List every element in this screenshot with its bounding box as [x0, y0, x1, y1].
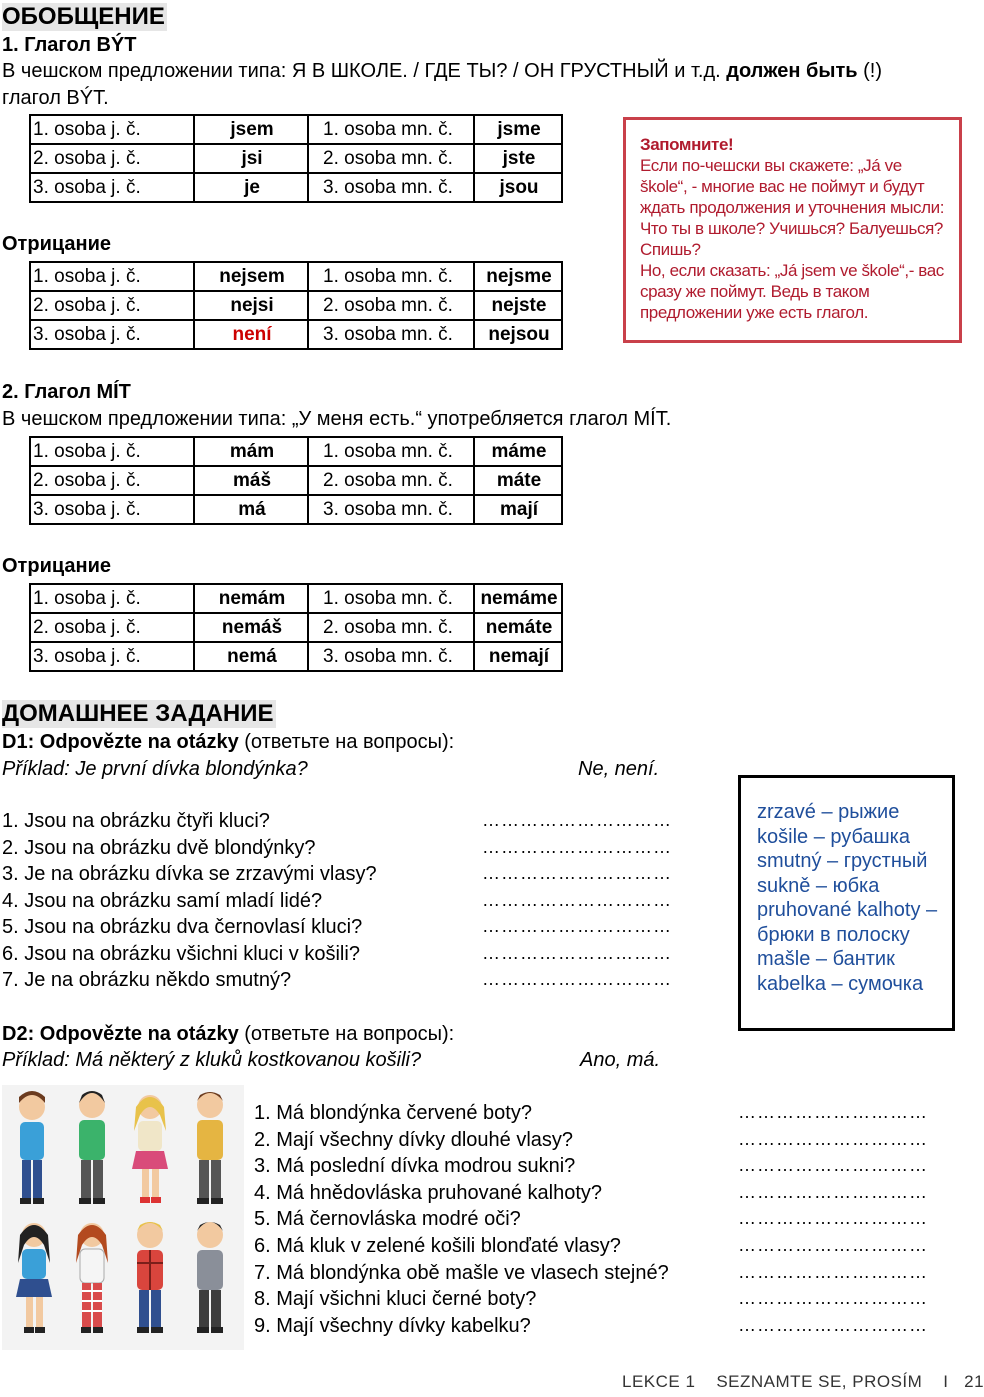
person-figure — [16, 1223, 52, 1333]
table-row — [30, 262, 562, 291]
mit-negation-title: Отрицание — [2, 555, 112, 577]
homework-title: ДОМАШНЕЕ ЗАДАНИЕ — [2, 700, 274, 727]
label-cell: 3. osoba j. č. — [30, 320, 194, 349]
d1-question: 1. Jsou na obrázku čtyři kluci? — [2, 810, 270, 832]
label-cell: 3. osoba mn. č. — [308, 642, 474, 671]
d2-question: 8. Mají všichni kluci černé boty? — [254, 1288, 537, 1310]
form-cell: jsme — [474, 115, 562, 144]
vocab-item: zrzavé – рыжие — [757, 801, 900, 823]
answer-blank[interactable]: ………………………… — [482, 916, 672, 936]
section1-title: 1. Глагол BÝT — [2, 34, 137, 56]
vocab-item: kabelka – сумочка — [757, 972, 924, 995]
table-row — [30, 466, 562, 495]
label-cell: 2. osoba mn. č. — [308, 291, 474, 320]
form-cell: nemáš — [194, 613, 308, 642]
d1-example: Příklad: Je první dívka blondýnka? — [2, 758, 308, 780]
d1-label: D1: Odpovězte na otázky — [2, 731, 239, 753]
label-cell: 2. osoba j. č. — [30, 466, 194, 495]
d2-question: 1. Má blondýnka červené boty? — [254, 1102, 532, 1124]
answer-blank[interactable]: ………………………… — [738, 1129, 928, 1149]
label-cell: 3. osoba j. č. — [30, 642, 194, 671]
form-cell: nejsi — [194, 291, 308, 320]
table-row — [30, 173, 562, 202]
footer-title: SEZNAMTE SE, PROSÍM — [716, 1372, 923, 1391]
mit-negation-table — [29, 583, 563, 672]
label-cell: 1. osoba j. č. — [30, 584, 194, 613]
answer-blank[interactable]: ………………………… — [482, 969, 672, 989]
table-row — [30, 320, 562, 349]
answer-blank[interactable]: ………………………… — [738, 1288, 928, 1308]
table-row — [30, 437, 562, 466]
d2-question: 4. Má hnědovláska pruhované kalhoty? — [254, 1182, 603, 1204]
answer-blank[interactable]: ………………………… — [482, 837, 672, 857]
d1-example-answer: Ne, není. — [578, 758, 660, 780]
form-cell: jsou — [474, 173, 562, 202]
table-row — [30, 584, 562, 613]
section2-title: 2. Глагол MÍT — [2, 381, 131, 403]
table-row — [30, 642, 562, 671]
d1-question: 4. Jsou na obrázku samí mladí lidé? — [2, 890, 323, 912]
label-cell: 1. osoba mn. č. — [308, 115, 474, 144]
answer-blank[interactable]: ………………………… — [738, 1155, 928, 1175]
form-cell: nemáme — [474, 584, 562, 613]
vocab-item: košile – рубашка — [757, 825, 910, 848]
person-figure — [137, 1222, 163, 1333]
section1-intro-line2: глагол BÝT. — [2, 87, 109, 109]
form-cell: nejsme — [474, 262, 562, 291]
footer-lesson: LEKCE 1 — [622, 1372, 696, 1391]
answer-blank[interactable]: ………………………… — [738, 1102, 928, 1122]
form-cell: jste — [474, 144, 562, 173]
section1-intro-bold: должен быть — [726, 60, 858, 82]
vocab-item: sukně – юбка — [757, 874, 880, 897]
d2-label: D2: Odpovězte na otázky — [2, 1023, 239, 1045]
answer-blank[interactable]: ………………………… — [738, 1315, 928, 1335]
label-cell: 2. osoba j. č. — [30, 144, 194, 173]
form-cell: nejste — [474, 291, 562, 320]
label-cell: 1. osoba mn. č. — [308, 437, 474, 466]
d2-example-answer: Ano, má. — [580, 1049, 661, 1071]
form-cell: nemám — [194, 584, 308, 613]
d2-instruction — [2, 1021, 454, 1047]
vocab-item: pruhované kalhoty – — [757, 899, 938, 921]
d2-question: 2. Mají všechny dívky dlouhé vlasy? — [254, 1129, 574, 1151]
label-cell: 2. osoba mn. č. — [308, 613, 474, 642]
d1-question: 6. Jsou na obrázku všichni kluci v košili? — [2, 943, 360, 965]
answer-blank[interactable]: ………………………… — [738, 1235, 928, 1255]
note-title: Запомните! — [640, 135, 734, 154]
people-illustration — [2, 1085, 244, 1350]
answer-blank[interactable]: ………………………… — [482, 863, 672, 883]
form-cell: nejsem — [194, 262, 308, 291]
section1-intro-tail: (!) — [857, 60, 883, 82]
byt-negation-table — [29, 261, 563, 350]
form-cell: máme — [474, 437, 562, 466]
table-row — [30, 291, 562, 320]
note-text-1: Если по-чешски вы скажете: „Já ve škole“, - многие вас не поймут и будут ждать продолжения и уточнения мысли: Что ты в школе? Учишься? Балуешься? Спишь? — [640, 156, 945, 259]
form-cell: jsem — [194, 115, 308, 144]
page-footer — [622, 1372, 984, 1392]
label-cell: 1. osoba mn. č. — [308, 262, 474, 291]
answer-blank[interactable]: ………………………… — [738, 1262, 928, 1282]
answer-blank[interactable]: ………………………… — [482, 810, 672, 830]
d2-question: 6. Má kluk v zelené košili blonďaté vlasy? — [254, 1235, 621, 1257]
form-cell: máš — [194, 466, 308, 495]
answer-blank[interactable]: ………………………… — [482, 943, 672, 963]
d2-question: 9. Mají všechny dívky kabelku? — [254, 1315, 531, 1337]
label-cell: 2. osoba j. č. — [30, 613, 194, 642]
form-cell: mám — [194, 437, 308, 466]
form-cell: nemá — [194, 642, 308, 671]
section1-intro — [2, 58, 882, 84]
answer-blank[interactable]: ………………………… — [738, 1208, 928, 1228]
form-cell: nemají — [474, 642, 562, 671]
section2-intro: В чешском предложении типа: „У меня есть.“ употребляется глагол MÍT. — [2, 408, 672, 430]
d2-question: 3. Má poslední dívka modrou sukni? — [254, 1155, 576, 1177]
footer-separator: I — [943, 1372, 949, 1391]
d2-question: 5. Má černovláska modré oči? — [254, 1208, 521, 1230]
person-figure — [132, 1095, 168, 1203]
remember-note — [623, 117, 962, 343]
person-figure — [197, 1092, 223, 1204]
note-text-2: Но, если сказать: „Já jsem ve škole“,- вас сразу же поймут. Ведь в таком предложении уже есть глагол. — [640, 261, 944, 322]
form-cell: máte — [474, 466, 562, 495]
d1-question: 5. Jsou na obrázku dva černovlasí kluci? — [2, 916, 363, 938]
label-cell: 1. osoba mn. č. — [308, 584, 474, 613]
person-figure — [76, 1223, 108, 1333]
label-cell: 3. osoba mn. č. — [308, 320, 474, 349]
byt-table — [29, 114, 563, 203]
vocab-item: mašle – бантик — [757, 948, 895, 970]
d1-instruction — [2, 729, 454, 755]
label-cell: 1. osoba j. č. — [30, 262, 194, 291]
d2-example: Příklad: Má některý z kluků kostkovanou košili? — [2, 1049, 422, 1071]
vocabulary-box — [738, 775, 955, 1031]
label-cell: 3. osoba mn. č. — [308, 495, 474, 524]
d1-label-rest: (ответьте на вопросы): — [238, 731, 455, 753]
section1-intro-text: В чешском предложении типа: Я В ШКОЛЕ. / ГДЕ ТЫ? / ОН ГРУСТНЫЙ и т.д. — [2, 60, 727, 82]
d2-label-rest: (ответьте на вопросы): — [238, 1023, 455, 1045]
vocab-item: брюки в полоску — [757, 923, 910, 946]
label-cell: 2. osoba mn. č. — [308, 466, 474, 495]
form-cell: mají — [474, 495, 562, 524]
label-cell: 1. osoba j. č. — [30, 437, 194, 466]
d1-question: 3. Je na obrázku dívka se zrzavými vlasy? — [2, 863, 377, 885]
d2-question: 7. Má blondýnka obě mašle ve vlasech stejné? — [254, 1262, 669, 1284]
person-figure — [197, 1222, 223, 1333]
label-cell: 3. osoba j. č. — [30, 173, 194, 202]
form-cell: je — [194, 173, 308, 202]
form-cell: nemáte — [474, 613, 562, 642]
d1-question: 7. Je na obrázku někdo smutný? — [2, 969, 292, 991]
table-row — [30, 495, 562, 524]
form-cell: jsi — [194, 144, 308, 173]
mit-table — [29, 436, 563, 525]
person-figure — [19, 1091, 45, 1204]
byt-negation-title: Отрицание — [2, 233, 112, 255]
page-number: 21 — [964, 1372, 984, 1391]
table-row — [30, 115, 562, 144]
form-cell: má — [194, 495, 308, 524]
table-row — [30, 613, 562, 642]
answer-blank[interactable]: ………………………… — [482, 890, 672, 910]
label-cell: 3. osoba j. č. — [30, 495, 194, 524]
table-row — [30, 144, 562, 173]
label-cell: 3. osoba mn. č. — [308, 173, 474, 202]
form-cell-highlight: není — [194, 320, 308, 349]
form-cell: nejsou — [474, 320, 562, 349]
label-cell: 2. osoba mn. č. — [308, 144, 474, 173]
label-cell: 2. osoba j. č. — [30, 291, 194, 320]
d1-question: 2. Jsou na obrázku dvě blondýnky? — [2, 837, 316, 859]
label-cell: 1. osoba j. č. — [30, 115, 194, 144]
answer-blank[interactable]: ………………………… — [738, 1182, 928, 1202]
person-figure — [79, 1091, 105, 1204]
summary-title: ОБОБЩЕНИЕ — [2, 3, 165, 30]
vocab-item: smutný – грустный — [757, 850, 928, 872]
